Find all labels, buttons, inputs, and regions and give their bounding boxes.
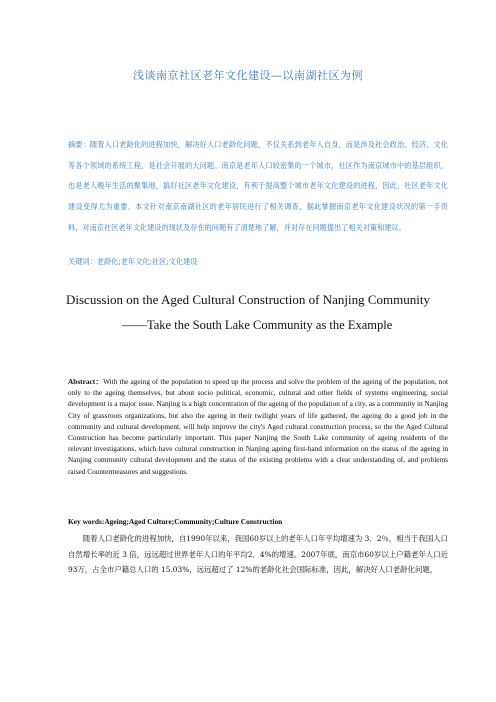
chinese-keywords: 关键词：老龄化;老年文化;社区;文化建设	[68, 257, 198, 266]
english-keywords: Key words:Ageing;Aged Culture;Community;Culture Construction	[68, 517, 283, 526]
english-abstract-label: Abstract：	[68, 377, 104, 386]
english-abstract	[68, 376, 448, 477]
english-title: Discussion on the Aged Cultural Construction of Nanjing Community	[66, 292, 430, 307]
chinese-abstract: 摘要：随着人口老龄化的进程加快，解决好人口老龄化问题，不仅关系到老年人自身，而是涉及社会政治、经济、文化等各个领域的系统工程，是社会开展的大问题。南京是老年人口较密集的一个城市，社区作为南京城市中的基层组织，也是老人晚年生活的聚集地，搞好社区老年文化建设，有利于提高整个城市老年文化建设的进程，因此，社区老年文化建设变得尤为重要。本文针对南京南湖社区的老年居民进行了相关调查，据此掌握南京老年文化建设状况的第一手资料，对南京社区老年文化建设的现状及存在的问题有了清楚地了解，并对存在问题提出了相关对策和建议。	[68, 140, 448, 232]
body-paragraph: 随着人口老龄化的进程加快，自1990年以来，我国60岁以上的老年人口年平均增速为 3．2％，相当于我国人口自然增长率的近 3 倍，远远超过世界老年人口的年平均2．4%的增速。2007年底，南京市60岁以上户籍老年人口近93万，占全市户籍总人口的 15.03%，远远超过了 12%的老龄化社会国际标准，因此，解决好人口老龄化问题，	[68, 534, 448, 574]
english-abstract-text: With the ageing of the population to speed up the process and solve the problem of the ageing of the population, not only to the ageing themselves, but about socio political, economic, cultural and other fields of systems engineering, social development is a major issue. Nanjing is a high concentration of the ageing of the population of a city, as a community in Nanjing City of grassroots organizations, but also the ageing in their twilight years of life gathered, the ageing do a good job in the community and cultural development, will help improve the city's Aged cultural construction process, so the the Aged Cultural Construction has become particularly important. This paper Nanjing the South Lake community of ageing residents of the relevant investigations, which have cultural construction in Nanjing ageing first-hand information on the status of the ageing in Nanjing community cultural development and the status of the existing problems with a clear understanding of, and problems raised Countermeasures and suggestions.	[68, 377, 448, 476]
english-subtitle: ——Take the South Lake Community as the Example	[122, 318, 393, 332]
chinese-title: 浅谈南京社区老年文化建设—以南湖社区为例	[133, 69, 363, 82]
